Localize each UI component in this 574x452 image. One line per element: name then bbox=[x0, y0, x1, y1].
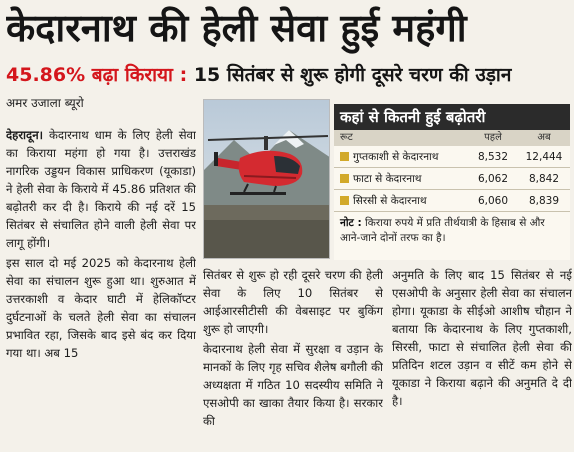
table-row bbox=[334, 168, 570, 190]
fare-before: 8,532 bbox=[477, 151, 509, 163]
route-name: गुप्तकाशी से केदारनाथ bbox=[353, 150, 439, 163]
table-header bbox=[334, 130, 570, 146]
fare-note bbox=[334, 212, 570, 250]
byline: अमर उजाला ब्यूरो bbox=[6, 96, 84, 110]
fare-before: 6,062 bbox=[477, 173, 509, 185]
note-label: नोट : bbox=[340, 217, 362, 229]
fare-hike-percent: 45.86% बढ़ा किराया : bbox=[6, 64, 188, 86]
paragraph: अनुमति के लिए बाद 15 सितंबर से नई एसओपी के अनुसार हेली सेवा का संचालन होगा। यूकाडा के सीईओ आशीष चौहान ने बताया कि केदारनाथ के लिए गुप्तकाशी, सिरसी, फाटा से संचालित हेली सेवा की प्रतिदिन शटल उड़ान व सीटें कम होने से यूकाडा ने किराया बढ़ाने की अनुमति दे दी है। bbox=[392, 268, 572, 408]
fare-now: 8,842 bbox=[528, 173, 560, 185]
fare-before: 6,060 bbox=[477, 195, 509, 207]
article-column-3 bbox=[392, 266, 572, 446]
header-now: अब bbox=[537, 132, 551, 143]
table-row bbox=[334, 146, 570, 168]
note-text: किराया रुपये में प्रति तीर्थयात्री के हिसाब से और आने-जाने दोनों तरफ का है। bbox=[340, 217, 545, 244]
helicopter-photo bbox=[203, 99, 330, 259]
paragraph: इस साल दो मई 2025 को केदारनाथ हेली सेवा का संचालन शुरू हुआ था। शुरुआत में उत्तरकाशी व केदार घाटी में हेलिकॉप्टर दुर्घटनाओं के चलते हेली सेवा का संचालन प्रभावित रहा, जिसके बाद इसे बंद कर दिया गया था। अब 15 bbox=[6, 256, 196, 360]
subhead-text: 15 सितंबर से शुरू होगी दूसरे चरण की उड़ान bbox=[187, 64, 512, 86]
header-before: पहले bbox=[484, 132, 502, 143]
paragraph: केदारनाथ हेली सेवा में सुरक्षा व उड़ान के मानकों के लिए गृह सचिव शैलेष बगौली की अध्यक्षता में गठित 10 सदस्यीय समिति ने एसओपी का खाका तैयार किया है। सरकार की bbox=[203, 342, 383, 428]
header-route: रूट bbox=[340, 132, 353, 143]
article-column-1 bbox=[6, 126, 196, 446]
route-name: सिरसी से केदारनाथ bbox=[353, 194, 427, 207]
fare-now: 8,839 bbox=[528, 195, 560, 207]
paragraph: सितंबर से शुरू हो रही दूसरे चरण की हेली सेवा के लिए 10 सितंबर से आईआरसीटीसी की वेबसाइट पर बुकिंग शुरू हो जाएगी। bbox=[203, 268, 383, 336]
table-row bbox=[334, 190, 570, 212]
fare-comparison-box bbox=[334, 104, 570, 260]
bullet-icon bbox=[340, 196, 349, 205]
bullet-icon bbox=[340, 174, 349, 183]
box-title: कहां से कितनी हुई बढ़ोतरी bbox=[334, 104, 570, 130]
route-name: फाटा से केदारनाथ bbox=[353, 172, 422, 185]
article-column-2 bbox=[203, 266, 383, 446]
headline: केदारनाथ की हेली सेवा हुई महंगी bbox=[6, 6, 467, 50]
fare-now: 12,444 bbox=[525, 151, 563, 163]
bullet-icon bbox=[340, 152, 349, 161]
subheadline bbox=[6, 60, 568, 90]
paragraph: केदारनाथ धाम के लिए हेली सेवा का किराया महंगा हो गया है। उत्तराखंड नागरिक उड्डयन विकास प्राधिकरण (यूकाडा) ने हेली सेवा के किराये में 45.86 प्रतिशत की बढ़ोतरी कर दी है। किराये की नई दरें 15 सितंबर से संचालित होने वाली हेली सेवा पर लागू होंगी। bbox=[6, 128, 196, 250]
dateline: देहरादून। bbox=[6, 128, 44, 142]
